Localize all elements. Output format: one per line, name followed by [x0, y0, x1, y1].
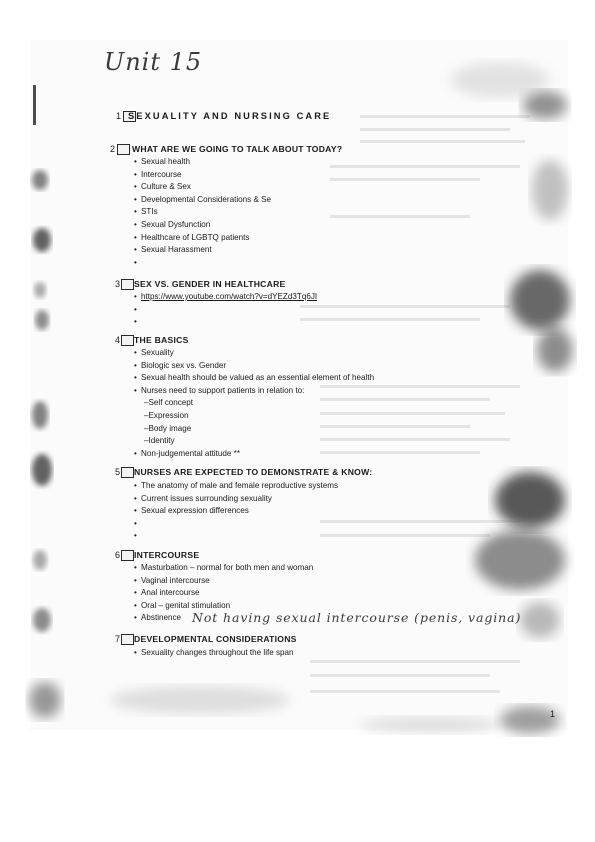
- list-item: • Sexual Harassment: [134, 245, 212, 255]
- section-title: SEXUALITY AND NURSING CARE: [128, 110, 332, 121]
- list-item: •: [134, 518, 137, 528]
- section-4-list: [134, 347, 374, 460]
- list-item: •: [134, 317, 137, 327]
- list-item: • Intercourse: [134, 169, 182, 179]
- list-item: •: [134, 531, 137, 541]
- page-number: 1: [550, 709, 556, 719]
- list-item: • Biologic sex vs. Gender: [134, 360, 227, 370]
- section-number: 1: [116, 111, 122, 121]
- section-title: SEX VS. GENDER IN HEALTHCARE: [134, 279, 286, 289]
- section-number: 7: [115, 634, 121, 644]
- checkbox-icon: [121, 550, 134, 561]
- section-7-list: [134, 647, 294, 660]
- list-item: • Current issues surrounding sexuality: [134, 493, 272, 503]
- section-5-list: [134, 480, 338, 543]
- list-item: • Sexual expression differences: [134, 506, 249, 516]
- section-3-list: [134, 291, 317, 329]
- list-item: • https://www.youtube.com/watch?v=dYEZd3Tq6JI: [134, 292, 318, 301]
- checkbox-icon: [121, 467, 134, 478]
- list-item: • The anatomy of male and female reproductive systems: [134, 481, 339, 490]
- section-title: DEVELOPMENTAL CONSIDERATIONS: [134, 634, 297, 644]
- list-item: •: [134, 257, 137, 267]
- checkbox-icon: [121, 335, 134, 346]
- sub-list-item: –Identity: [144, 436, 175, 446]
- section-2-list: [134, 156, 271, 269]
- section-title: NURSES ARE EXPECTED TO DEMONSTRATE & KNOW:: [134, 467, 373, 477]
- section-number: 2: [110, 144, 116, 154]
- list-item: • Non-judgemental attitude **: [134, 448, 240, 458]
- sub-list-item: –Body image: [144, 423, 192, 433]
- video-link[interactable]: https://www.youtube.com/watch?v=dYEZd3Tq6JI: [141, 292, 318, 301]
- handwritten-note: Not having sexual intercourse (penis, vagina): [192, 610, 522, 625]
- section-number: 6: [115, 550, 121, 560]
- list-item: • Anal intercourse: [134, 588, 200, 598]
- list-item: • Developmental Considerations & Se: [134, 194, 272, 204]
- section-number: 4: [115, 335, 121, 345]
- list-item: • Masturbation – normal for both men and woman: [134, 563, 314, 572]
- sub-list-item: –Self concept: [144, 398, 194, 408]
- sub-list-item: –Expression: [144, 410, 189, 420]
- section-number: 5: [115, 467, 121, 477]
- list-item: • Oral – genital stimulation: [134, 600, 231, 610]
- checkbox-icon: [121, 279, 134, 290]
- list-item: • Nurses need to support patients in relation to:: [134, 385, 305, 395]
- checkbox-icon: [121, 634, 134, 645]
- list-item: •: [134, 304, 137, 314]
- list-item: • Sexuality: [134, 348, 174, 357]
- checkbox-icon: [117, 144, 130, 155]
- handwritten-title: Unit 15: [104, 48, 203, 76]
- section-number: 3: [115, 279, 121, 289]
- list-item: • Sexual health should be valued as an essential element of health: [134, 373, 375, 383]
- list-item: • Abstinence: [134, 613, 182, 623]
- list-item: • Sexual Dysfunction: [134, 219, 211, 229]
- section-title: INTERCOURSE: [134, 550, 200, 560]
- list-item: • Sexual health: [134, 157, 191, 166]
- section-title: WHAT ARE WE GOING TO TALK ABOUT TODAY?: [132, 144, 343, 154]
- list-item: • Sexuality changes throughout the life span: [134, 648, 294, 657]
- list-item: • STIs: [134, 207, 158, 217]
- section-title: THE BASICS: [134, 335, 189, 345]
- list-item: • Culture & Sex: [134, 182, 191, 192]
- list-item: • Healthcare of LGBTQ patients: [134, 232, 250, 242]
- list-item: • Vaginal intercourse: [134, 575, 210, 585]
